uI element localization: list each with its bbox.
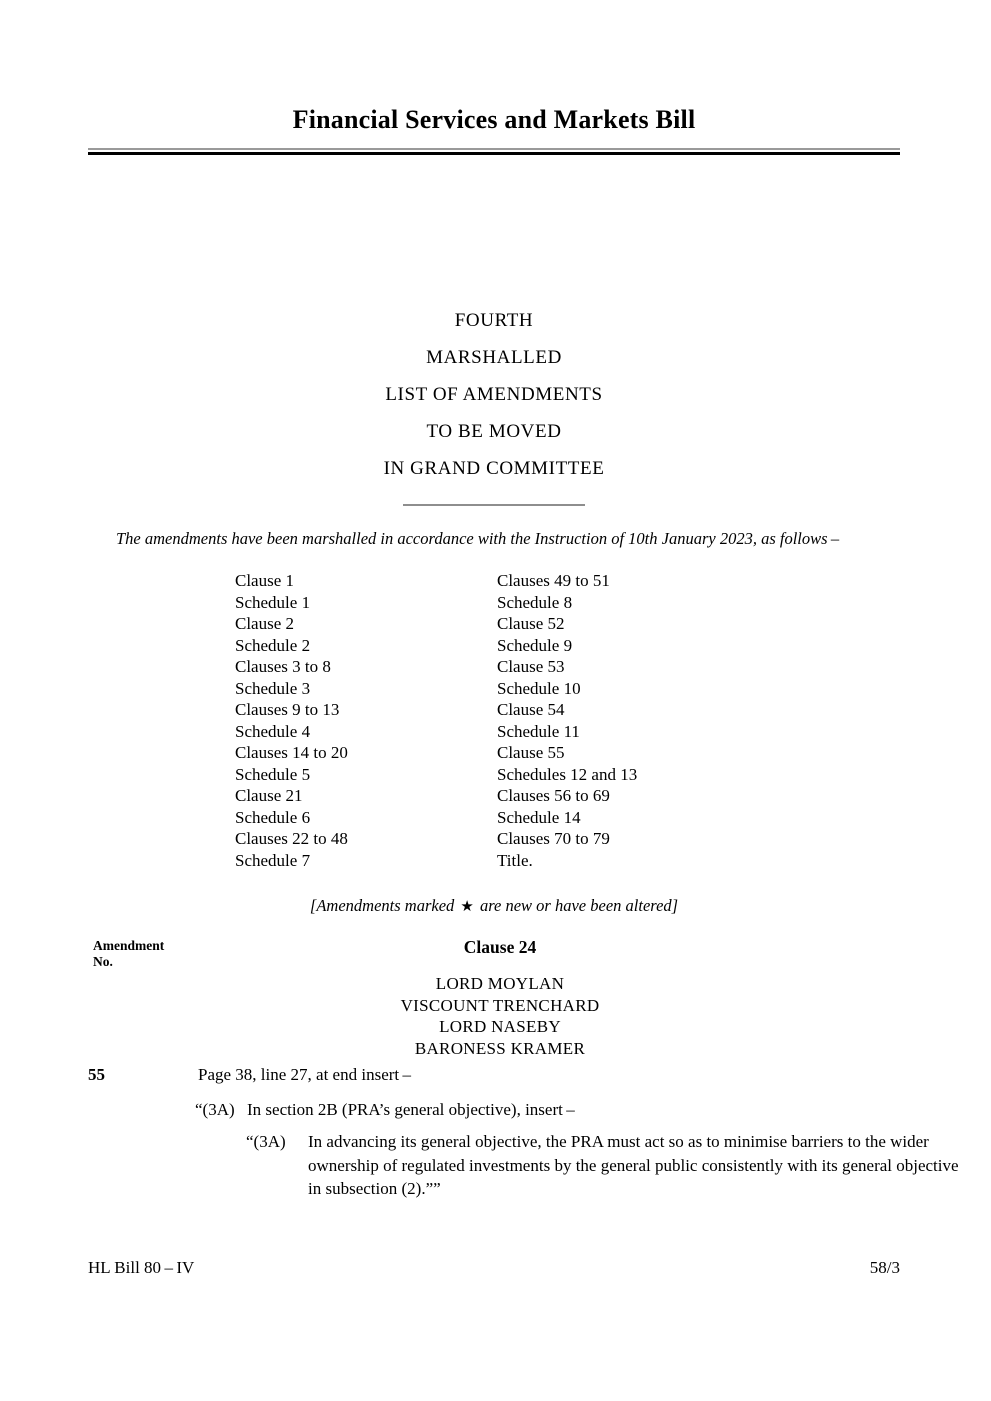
list-item: Clause 53 <box>497 657 565 676</box>
instruction-paragraph: The amendments have been marshalled in accordance with the Instruction of 10th January 2023, as follows – <box>116 529 840 548</box>
sponsor-list <box>180 973 820 1059</box>
quote-inner-text: In advancing its general objective, the PRA must act so as to minimise barriers to the wider ownership of regulated investments by the general public consistently with its general objective in subsection (2).”” <box>308 1132 959 1198</box>
clause-list-right-column <box>497 570 759 871</box>
sponsor-name: VISCOUNT TRENCHARD <box>400 995 600 1015</box>
sponsor-name: LORD NASEBY <box>439 1017 561 1036</box>
list-item: Schedule 4 <box>235 721 311 741</box>
list-item: Schedules 12 and 13 <box>497 764 638 784</box>
list-item: Schedule 7 <box>235 850 311 870</box>
heading-line-5: IN GRAND COMMITTEE <box>383 458 605 479</box>
clause-heading: Clause 24 <box>463 937 537 957</box>
list-item: Clause 2 <box>235 614 295 633</box>
heading-line-2: MARSHALLED <box>426 347 562 368</box>
heading-line-1: FOURTH <box>454 310 534 331</box>
list-item: Clause 21 <box>235 786 303 805</box>
page-title: Financial Services and Markets Bill <box>292 105 696 134</box>
list-item: Clauses 3 to 8 <box>235 657 331 676</box>
list-item: Schedule 1 <box>235 592 311 612</box>
list-item: Schedule 6 <box>235 807 311 827</box>
heading-line-3: LIST OF AMENDMENTS <box>385 384 603 405</box>
masthead <box>88 104 900 155</box>
list-item: Schedule 10 <box>497 678 581 698</box>
list-item: Clause 52 <box>497 614 565 633</box>
list-item: Clauses 14 to 20 <box>235 743 348 762</box>
list-item: Clauses 56 to 69 <box>497 786 610 805</box>
clause-list <box>235 570 795 871</box>
list-item: Schedule 5 <box>235 764 311 784</box>
list-item: Schedule 3 <box>235 678 311 698</box>
bill-reference: HL Bill 80 – IV <box>88 1258 195 1277</box>
heading-line-4: TO BE MOVED <box>426 421 562 442</box>
star-icon: ★ <box>460 899 474 915</box>
star-note-prefix: [Amendments marked <box>309 896 455 915</box>
list-item: Clauses 49 to 51 <box>497 571 610 590</box>
list-item: Clause 54 <box>497 700 565 719</box>
list-item: Schedule 9 <box>497 635 573 655</box>
page-footer <box>88 1258 900 1278</box>
list-item: Title. <box>497 850 533 870</box>
page-number: 58/3 <box>869 1258 900 1277</box>
sponsor-name: BARONESS KRAMER <box>414 1038 586 1058</box>
clause-list-left-column <box>235 570 497 871</box>
amendment-no-label-line2: No. <box>93 953 113 969</box>
amendment-lead-text: Page 38, line 27, at end insert – <box>198 1065 412 1084</box>
list-item: Clause 1 <box>235 571 295 590</box>
quote-inner-number: “(3A) <box>246 1132 286 1151</box>
list-item: Clauses 9 to 13 <box>235 700 340 719</box>
heading-divider-rule <box>403 504 585 506</box>
quote-outer-text: In section 2B (PRA’s general objective), insert – <box>247 1100 575 1119</box>
list-item: Clauses 22 to 48 <box>235 829 348 848</box>
masthead-double-rule <box>88 148 900 155</box>
starred-amendments-note <box>88 895 900 918</box>
star-note-suffix: are new or have been altered] <box>479 896 679 915</box>
amendment-number: 55 <box>88 1065 105 1084</box>
list-item: Clauses 70 to 79 <box>497 829 610 848</box>
amendment-entry <box>88 1063 959 1201</box>
list-heading-block <box>88 302 900 506</box>
amendment-quote-inner <box>246 1130 963 1201</box>
amendment-no-label-line1: Amendment <box>93 938 165 953</box>
list-item: Schedule 14 <box>497 807 581 827</box>
quote-outer-number: “(3A) <box>195 1100 235 1119</box>
rule-thick <box>88 152 900 155</box>
list-item: Schedule 2 <box>235 635 311 655</box>
list-item: Schedule 11 <box>497 721 580 741</box>
list-item: Clause 55 <box>497 743 565 762</box>
list-item: Schedule 8 <box>497 592 573 612</box>
amendment-quote-outer <box>195 1098 900 1121</box>
sponsor-name: LORD MOYLAN <box>435 974 565 993</box>
